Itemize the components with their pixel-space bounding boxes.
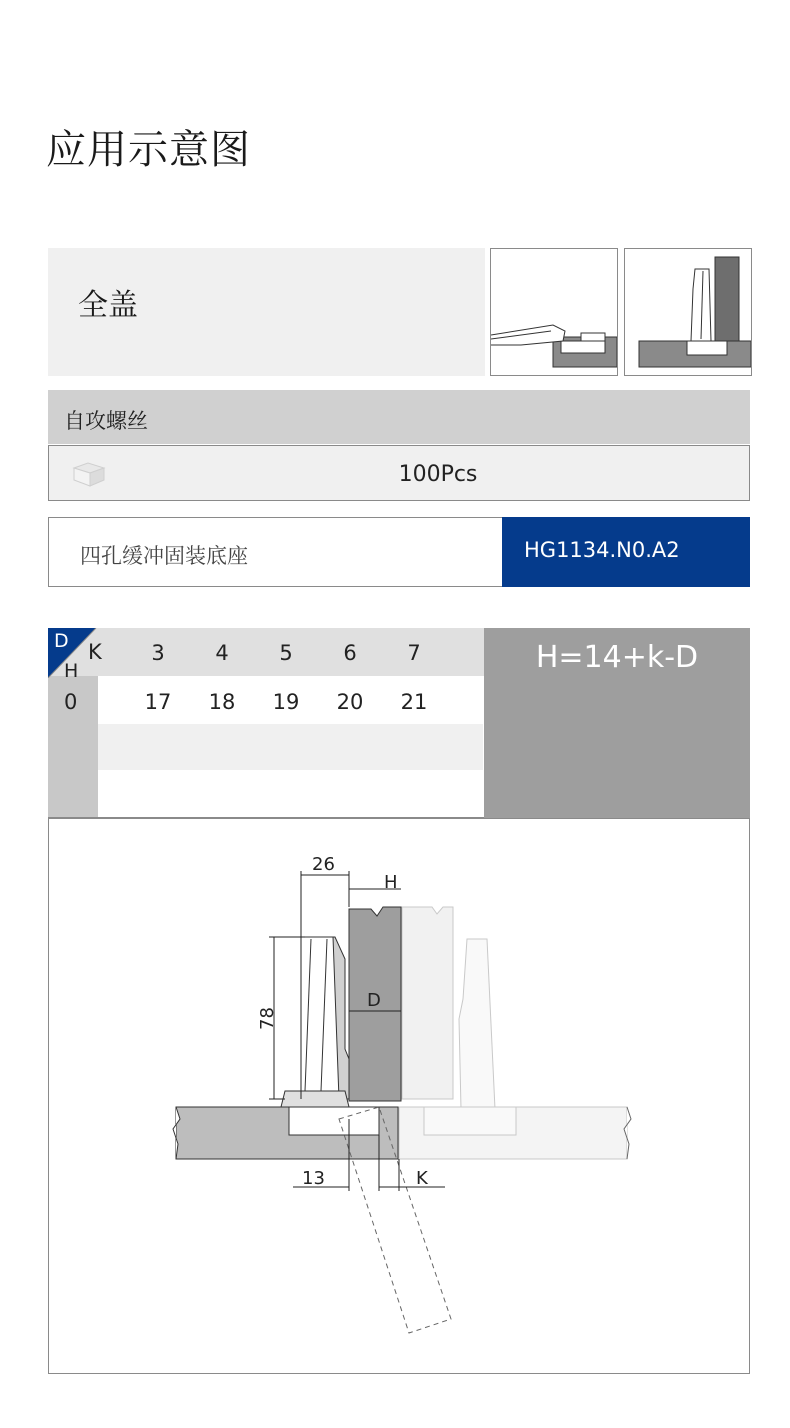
screw-type-bar [48, 390, 750, 444]
dimension-26: 26 [312, 854, 335, 875]
dimension-d: D [367, 990, 381, 1011]
k-value-cell: 5 [279, 641, 293, 665]
dimension-h: H [384, 872, 398, 893]
k-value-cell: 4 [215, 641, 229, 665]
dimension-78: 78 [256, 1007, 278, 1030]
formula-text: H=14+k-D [535, 640, 699, 675]
h-value-cell: 17 [144, 690, 172, 714]
table-d-label: D [54, 630, 69, 652]
h-value-cell: 19 [272, 690, 300, 714]
installation-diagram [48, 818, 750, 1374]
dimension-k: K [416, 1168, 428, 1189]
model-code-text: HG1134.N0.A2 [524, 538, 680, 562]
page-title: 应用示意图 [46, 127, 251, 173]
screw-type-label: 自攻螺丝 [64, 409, 148, 433]
hinge-open-thumbnail [490, 248, 618, 376]
d-value-cell: 0 [64, 690, 78, 714]
h-value-cell: 18 [208, 690, 236, 714]
cover-type-label: 全盖 [78, 288, 138, 323]
k-value-cell: 3 [151, 641, 165, 665]
hinge-drawing [49, 819, 749, 1373]
ghost-outline [399, 907, 627, 1159]
hinge-arm [305, 937, 349, 1099]
table-k-label: K [88, 640, 102, 664]
package-quantity-text: 100Pcs [398, 462, 478, 487]
h-value-cell: 21 [400, 690, 428, 714]
k-value-cell: 7 [407, 641, 421, 665]
h-value-cell: 20 [336, 690, 364, 714]
hinge-base [281, 1091, 349, 1107]
k-value-cell: 6 [343, 641, 357, 665]
dimension-13: 13 [302, 1168, 325, 1189]
hinge-closed-thumbnail [624, 248, 752, 376]
table-h-label: H [64, 660, 79, 682]
spec-table-empty-stripe [98, 724, 483, 770]
base-label: 四孔缓冲固装底座 [80, 544, 248, 568]
